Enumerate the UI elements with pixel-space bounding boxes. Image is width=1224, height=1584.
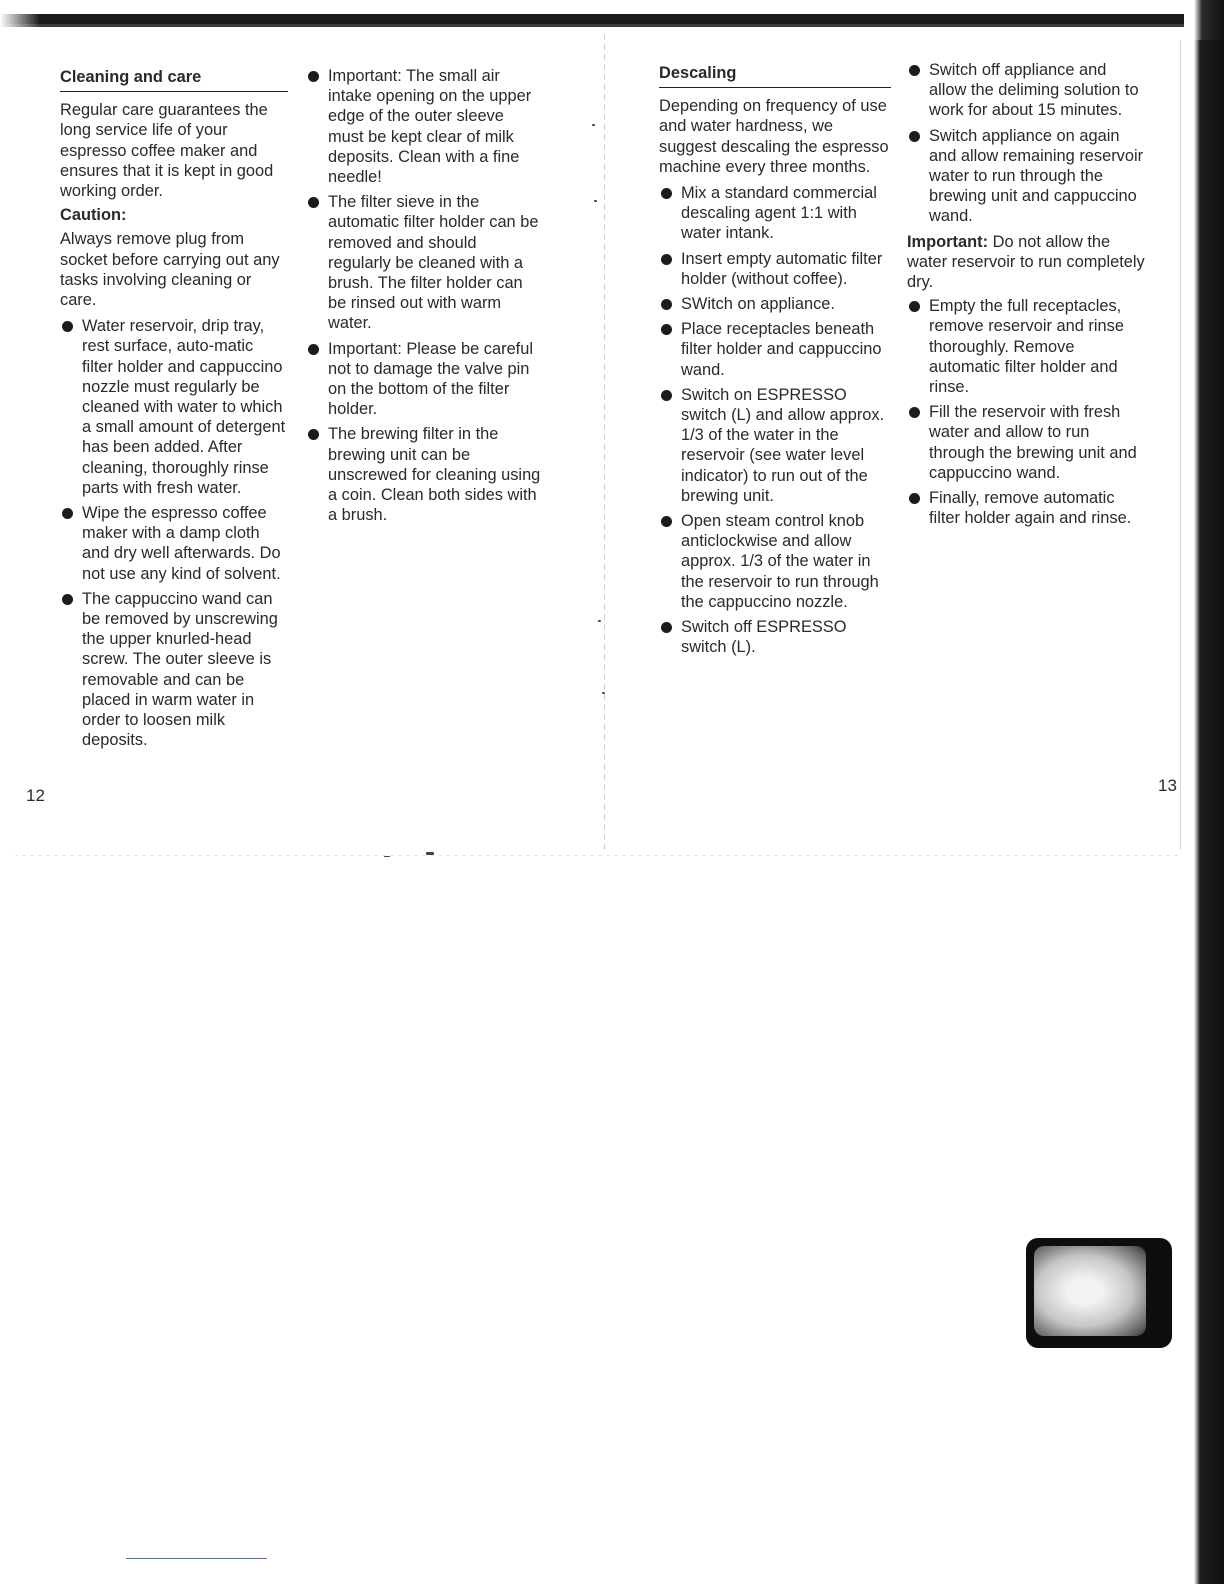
descaling-bullet-list-3 <box>907 296 1147 528</box>
page-bottom-edge <box>15 855 1183 856</box>
center-fold <box>604 34 605 854</box>
cleaning-bullet-list <box>60 316 288 750</box>
bullet-icon <box>909 493 920 504</box>
bullet-icon <box>308 429 319 440</box>
bullet-icon <box>308 71 319 82</box>
list-item: Switch appliance on again and allow remaining reservoir water to run through the brewing unit and cappuccino wand. <box>907 126 1147 227</box>
page-top-edge <box>0 14 1190 32</box>
list-item: Switch off ESPRESSO switch (L). <box>659 617 891 657</box>
page-right-edge <box>1190 0 1224 1584</box>
list-item: Water reservoir, drip tray, rest surface, auto-matic filter holder and cappuccino nozzle must regularly be cleaned with water to which a small amount of detergent has been added. After cleaning, thoroughly rinse parts with fresh water. <box>60 316 288 498</box>
bullet-icon <box>308 197 319 208</box>
bullet-icon <box>661 254 672 265</box>
list-item: Place receptacles beneath filter holder and cappuccino wand. <box>659 319 891 380</box>
descaling-intro: Depending on frequency of use and water hardness, we suggest descaling the espresso machine every three months. <box>659 97 889 176</box>
column-descaling-continued <box>907 60 1147 533</box>
bullet-icon <box>62 321 73 332</box>
list-item: The filter sieve in the automatic filter holder can be removed and should regularly be cleaned with a brush. The filter holder can be rinsed out with warm water. <box>306 192 542 333</box>
list-item: Wipe the espresso coffee maker with a damp cloth and dry well afterwards. Do not use any kind of solvent. <box>60 503 288 584</box>
list-item: Fill the reservoir with fresh water and allow to run through the brewing unit and cappuccino wand. <box>907 402 1147 483</box>
bullet-icon <box>661 516 672 527</box>
heading-descaling: Descaling <box>659 63 891 88</box>
page-right-edge-corner <box>1184 0 1224 40</box>
caution-label: Caution: <box>60 206 127 225</box>
scan-speck <box>384 856 390 857</box>
important-text: Do not allow the water reservoir to run completely dry. <box>907 232 1145 292</box>
list-item: Important: Please be careful not to damage the valve pin on the bottom of the filter holder. <box>306 339 542 420</box>
cleaning-bullet-list-2 <box>306 66 542 525</box>
list-item: Insert empty automatic filter holder (without coffee). <box>659 249 891 289</box>
bullet-icon <box>661 390 672 401</box>
scan-speck <box>594 200 597 202</box>
bullet-icon <box>661 324 672 335</box>
caution-text: Always remove plug from socket before carrying out any tasks involving cleaning or care. <box>60 230 280 310</box>
list-item: Mix a standard commercial descaling agent 1:1 with water intank. <box>659 183 891 244</box>
descaling-bullet-list-2 <box>907 60 1147 227</box>
scan-speck <box>426 852 434 855</box>
column-cleaning-continued <box>306 66 542 530</box>
heading-cleaning-and-care: Cleaning and care <box>60 67 288 92</box>
bullet-icon <box>308 344 319 355</box>
list-item: Finally, remove automatic filter holder again and rinse. <box>907 488 1147 528</box>
bullet-icon <box>661 188 672 199</box>
bullet-icon <box>909 301 920 312</box>
bullet-icon <box>661 299 672 310</box>
list-item: The brewing filter in the brewing unit can be unscrewed for cleaning using a coin. Clean both sides with a brush. <box>306 424 542 525</box>
list-item: Empty the full receptacles, remove reservoir and rinse thoroughly. Remove automatic filter holder and rinse. <box>907 296 1147 397</box>
scan-speck <box>598 620 601 622</box>
list-item: Open steam control knob anticlockwise and allow approx. 1/3 of the water in the reservoir to run through the cappuccino nozzle. <box>659 511 891 612</box>
bullet-icon <box>62 594 73 605</box>
important-note <box>907 232 1147 293</box>
bullet-icon <box>909 65 920 76</box>
right-page-border <box>1180 40 1181 850</box>
scan-speck <box>592 124 595 126</box>
thumb-index-tab-highlight <box>1034 1246 1146 1336</box>
page-top-edge-fade <box>0 14 40 34</box>
column-cleaning-and-care <box>60 67 288 756</box>
descaling-bullet-list <box>659 183 891 657</box>
page-number-left: 12 <box>26 786 45 805</box>
important-label: Important: <box>907 232 989 251</box>
list-item: Switch on ESPRESSO switch (L) and allow approx. 1/3 of the water in the reservoir (see water level indicator) to run out of the brewing unit. <box>659 385 891 506</box>
page-number-right: 13 <box>1158 776 1177 795</box>
list-item: Important: The small air intake opening on the upper edge of the outer sleeve must be kept clear of milk deposits. Clean with a fine needle! <box>306 66 542 187</box>
list-item: SWitch on appliance. <box>659 294 891 314</box>
list-item: The cappuccino wand can be removed by unscrewing the upper knurled-head screw. The outer sleeve is removable and can be placed in warm water in order to loosen milk deposits. <box>60 589 288 751</box>
bullet-icon <box>909 131 920 142</box>
bullet-icon <box>62 508 73 519</box>
scan-speck <box>602 692 605 694</box>
bullet-icon <box>909 407 920 418</box>
bullet-icon <box>661 622 672 633</box>
scan-mark-line <box>126 1558 267 1559</box>
list-item: Switch off appliance and allow the deliming solution to work for about 15 minutes. <box>907 60 1147 121</box>
column-descaling <box>659 63 891 662</box>
cleaning-intro: Regular care guarantees the long service life of your espresso coffee maker and ensures that it is kept in good working order. <box>60 101 274 201</box>
